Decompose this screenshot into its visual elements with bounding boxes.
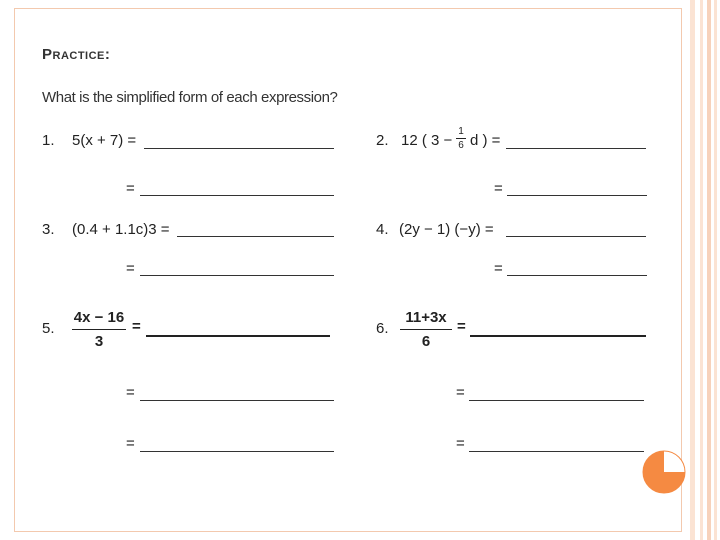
problem-1-expression: 5(x + 7) = xyxy=(72,132,137,149)
problem-5-fraction xyxy=(72,309,126,350)
problem-5-fraction-denominator: 3 xyxy=(94,333,104,350)
problem-2-expression-a: 12 ( 3 − xyxy=(401,132,453,149)
decor-stripe xyxy=(714,0,717,540)
decor-stripe xyxy=(707,0,711,540)
problem-3-equals-2: = xyxy=(126,260,135,277)
problem-2-fraction-numerator: 1 xyxy=(458,126,464,137)
problem-4-equals-2: = xyxy=(494,260,503,277)
problem-5-answer-line-3[interactable] xyxy=(140,451,334,452)
decor-stripe xyxy=(700,0,703,540)
problem-3-answer-line-2[interactable] xyxy=(140,275,334,276)
fraction-bar xyxy=(400,329,452,330)
decor-stripe xyxy=(690,0,695,540)
problem-2-answer-line-2[interactable] xyxy=(507,195,647,196)
problem-6-equals: = xyxy=(457,318,466,335)
problem-5-answer-line[interactable] xyxy=(146,335,330,337)
fraction-bar xyxy=(72,329,126,330)
slide-frame xyxy=(14,8,682,532)
problem-6-fraction-numerator: 11+3x xyxy=(405,309,447,326)
problem-5-equals-3: = xyxy=(126,435,135,452)
problem-5-equals-2: = xyxy=(126,384,135,401)
problem-5-equals: = xyxy=(132,318,141,335)
problem-2-fraction xyxy=(456,126,466,151)
problem-1-answer-line-2[interactable] xyxy=(140,195,334,196)
problem-2-answer-line[interactable] xyxy=(506,148,646,149)
problem-4-expression: (2y − 1) (−y) = xyxy=(399,221,494,238)
problem-5-answer-line-2[interactable] xyxy=(140,400,334,401)
problem-2-number: 2. xyxy=(376,132,389,149)
problem-6-fraction xyxy=(400,309,452,350)
problem-6-fraction-denominator: 6 xyxy=(421,333,431,350)
problem-4-answer-line-2[interactable] xyxy=(507,275,647,276)
problem-6-answer-line-2[interactable] xyxy=(469,400,644,401)
problem-5-fraction-numerator: 4x − 16 xyxy=(73,309,125,326)
problem-3-number: 3. xyxy=(42,221,55,238)
problem-5-number: 5. xyxy=(42,320,55,337)
page-title: Practice: xyxy=(42,46,111,63)
question-text: What is the simplified form of each expression? xyxy=(42,89,338,106)
problem-3-expression: (0.4 + 1.1c)3 = xyxy=(72,221,170,238)
problem-6-answer-line-3[interactable] xyxy=(469,451,644,452)
problem-1-answer-line[interactable] xyxy=(144,148,334,149)
problem-2-expression-b: d ) = xyxy=(470,132,501,149)
problem-6-equals-2: = xyxy=(456,384,465,401)
problem-6-number: 6. xyxy=(376,320,389,337)
pie-decoration-icon xyxy=(642,450,686,494)
problem-3-answer-line[interactable] xyxy=(177,236,334,237)
problem-1-equals-2: = xyxy=(126,180,135,197)
problem-2-equals-2: = xyxy=(494,180,503,197)
problem-1-number: 1. xyxy=(42,132,55,149)
problem-4-answer-line[interactable] xyxy=(506,236,646,237)
problem-4-number: 4. xyxy=(376,221,389,238)
problem-2-fraction-denominator: 6 xyxy=(458,140,464,151)
problem-6-equals-3: = xyxy=(456,435,465,452)
problem-6-answer-line[interactable] xyxy=(470,335,646,337)
fraction-bar xyxy=(456,138,466,139)
